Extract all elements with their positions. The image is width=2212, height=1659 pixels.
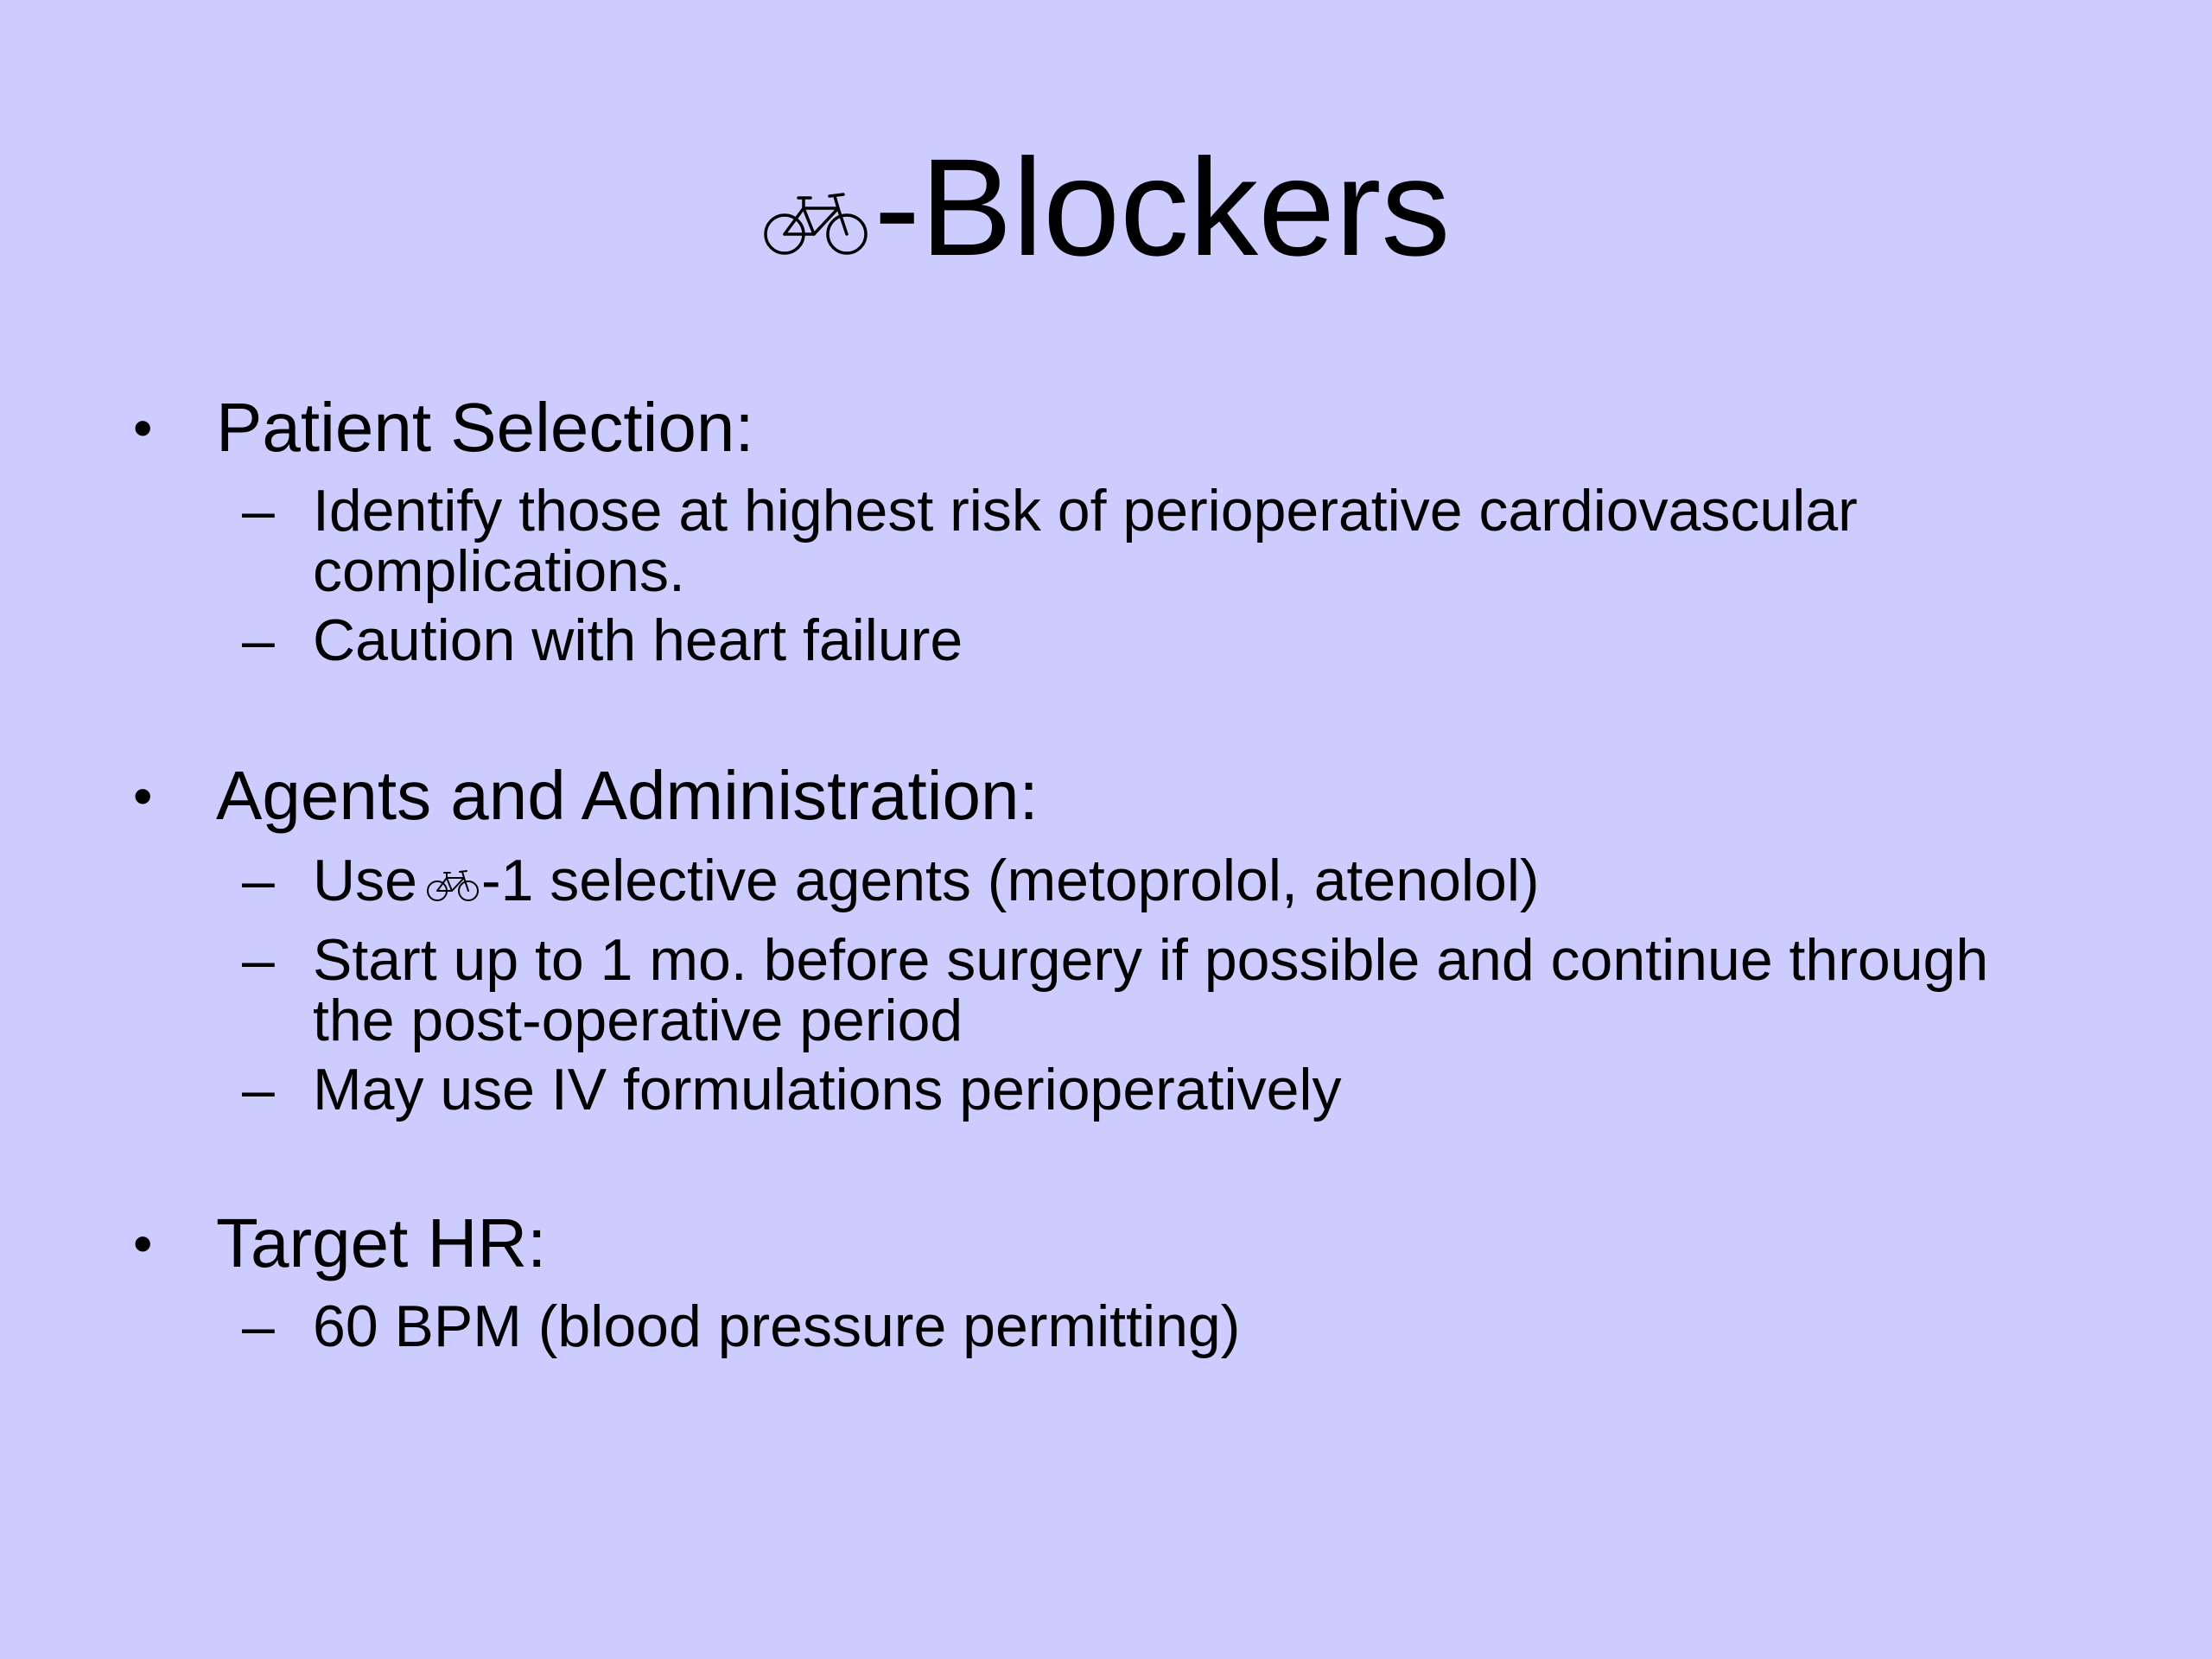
section-heading-agents-administration: • Agents and Administration: (133, 757, 1039, 834)
list-item: – May use IV formulations perioperatively (242, 1057, 1342, 1122)
dash: – (242, 1057, 275, 1122)
bicycle-icon (426, 852, 480, 887)
dash: – (242, 607, 275, 673)
list-item: – Use -1 selective agents (metoprolol, atenolol) (242, 848, 1540, 913)
dash: – (242, 927, 275, 993)
bicycle-icon (762, 186, 869, 257)
dash: – (242, 478, 275, 543)
list-item: – Caution with heart failure (242, 607, 963, 673)
bullet: • (133, 397, 153, 459)
section-heading-patient-selection: • Patient Selection: (133, 389, 754, 466)
list-item: – Start up to 1 mo. before surgery if possible and continue through the post-operative period (242, 927, 1989, 1053)
bullet: • (133, 1212, 153, 1274)
slide-title (0, 130, 2212, 285)
dash: – (242, 848, 275, 913)
slide-title-text: -Blockers (874, 130, 1451, 284)
dash: – (242, 1294, 275, 1359)
bullet: • (133, 765, 153, 827)
list-item: – 60 BPM (blood pressure permitting) (242, 1294, 1241, 1359)
section-heading-target-hr: • Target HR: (133, 1205, 547, 1281)
list-item: – Identify those at highest risk of perioperative cardiovascular complications. (242, 478, 1858, 604)
